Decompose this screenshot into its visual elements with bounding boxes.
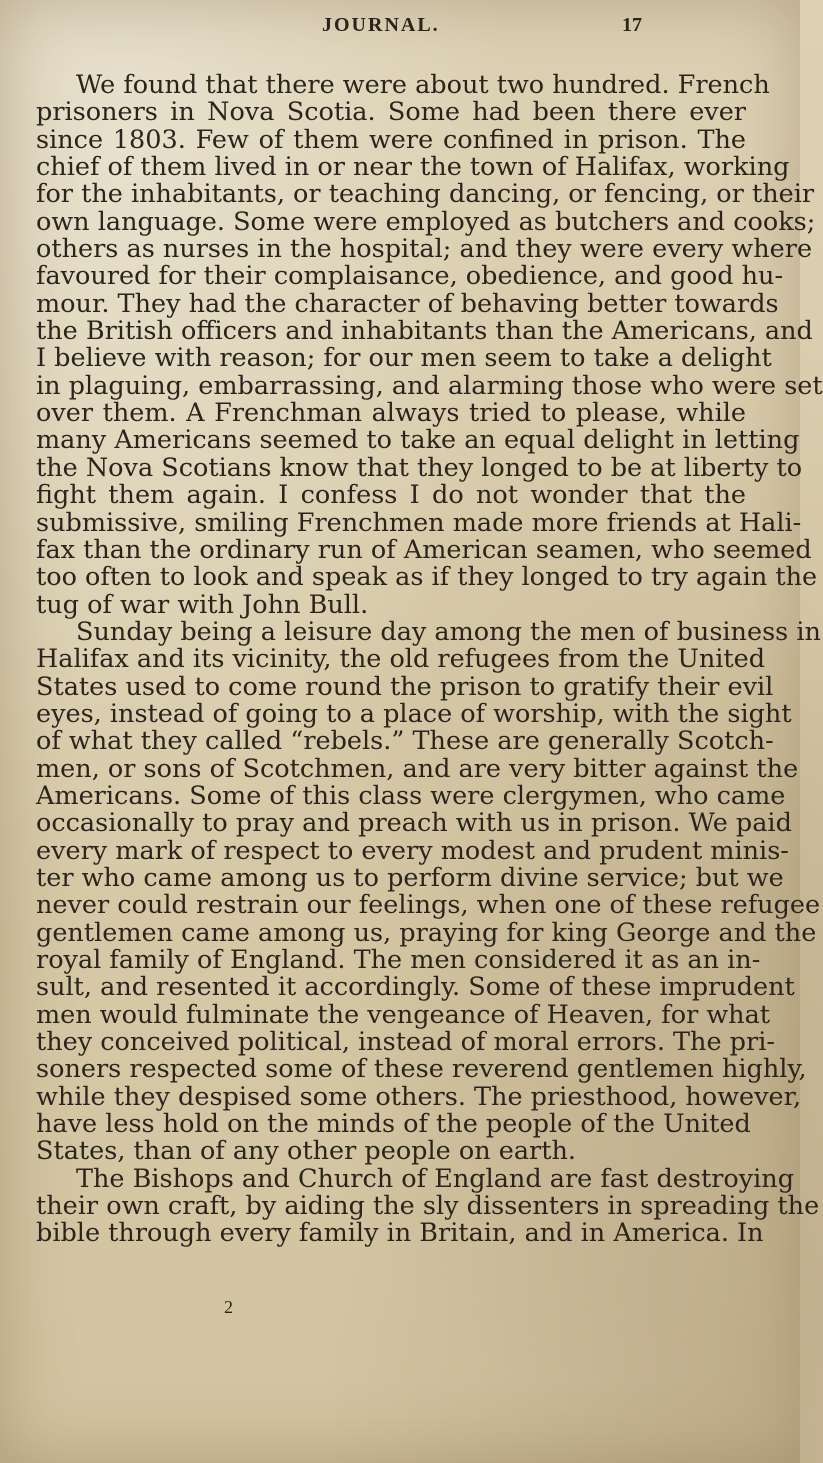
running-head: JOURNAL. [322,14,440,36]
text-line: Sunday being a leisure day among the men of business in [76,616,821,647]
text-line: never could restrain our feelings, when one of these refugee [36,890,821,921]
text-line: The Bishops and Church of England are fast destroying [76,1163,795,1194]
text-line: occasionally to pray and preach with us in prison. We paid [36,808,792,839]
text-line: own language. Some were employed as butchers and cooks; [36,206,816,237]
text-line: sult, and resented it accordingly. Some of these imprudent [36,972,795,1003]
text-line: have less hold on the minds of the people of the United [36,1109,751,1140]
text-line: every mark of respect to every modest and prudent minis- [36,835,789,866]
text-line: men would fulminate the vengeance of Heaven, for what [36,999,771,1030]
text-line: in plaguing, embarrassing, and alarming those who were set [36,370,823,401]
text-line: royal family of England. The men considered it as an in- [36,945,761,975]
text-line: Americans. Some of this class were clergymen, who came [36,780,786,811]
text-line: I believe with reason; for our men seem to take a delight [36,343,772,374]
text-line: others as nurses in the hospital; and they were every where [36,234,813,265]
signature-mark: 2 [224,1297,233,1317]
text-line: while they despised some others. The priesthood, however, [36,1081,802,1112]
text-line: men, or sons of Scotchmen, and are very bitter against the [36,753,799,784]
text-line: of what they called “rebels.” These are generally Scotch- [36,726,774,757]
text-line: the Nova Scotians know that they longed to be at liberty to [36,452,803,483]
text-line: bible through every family in Britain, and in America. In [36,1218,764,1249]
text-line: submissive, smiling Frenchmen made more friends at Hali- [36,507,802,538]
page-number: 17 [622,14,642,36]
text-line: tug of war with John Bull. [36,589,369,620]
text-line: We found that there were about two hundred. French [76,70,770,100]
text-line: ter who came among us to perform divine service; but we [36,862,784,893]
text-line: soners respected some of these reverend gentlemen highly, [36,1054,807,1085]
text-line: since 1803. Few of them were confined in prison. The [36,124,746,155]
text-line: for the inhabitants, or teaching dancing, or fencing, or their [36,179,815,210]
text-line: Halifax and its vicinity, the old refugees from the United [36,644,766,675]
text-line: favoured for their complaisance, obedience, and good hu- [36,261,784,292]
text-line: prisoners in Nova Scotia. Some had been there ever [36,97,746,128]
text-line: States, than of any other people on earth. [36,1136,576,1167]
body-text [36,70,823,1249]
text-line: they conceived political, instead of moral errors. The pri- [36,1027,775,1058]
text-line: over them. A Frenchman always tried to please, while [36,398,746,429]
text-line: chief of them lived in or near the town of Halifax, working [36,152,790,183]
text-line: gentlemen came among us, praying for king George and the [36,917,817,948]
text-line: the British officers and inhabitants than the Americans, and [36,316,813,347]
text-line: many Americans seemed to take an equal delight in letting [36,425,800,456]
text-line: fight them again. I confess I do not wonder that the [36,480,746,511]
text-line: States used to come round the prison to gratify their evil [36,671,774,702]
text-line: fax than the ordinary run of American seamen, who seemed [36,534,812,565]
text-line: mour. They had the character of behaving better towards [36,288,779,319]
text-line: too often to look and speak as if they longed to try again the [36,562,818,593]
page-header [0,14,800,48]
text-line: their own craft, by aiding the sly dissenters in spreading the [36,1191,820,1222]
text-line: eyes, instead of going to a place of worship, with the sight [36,698,792,729]
